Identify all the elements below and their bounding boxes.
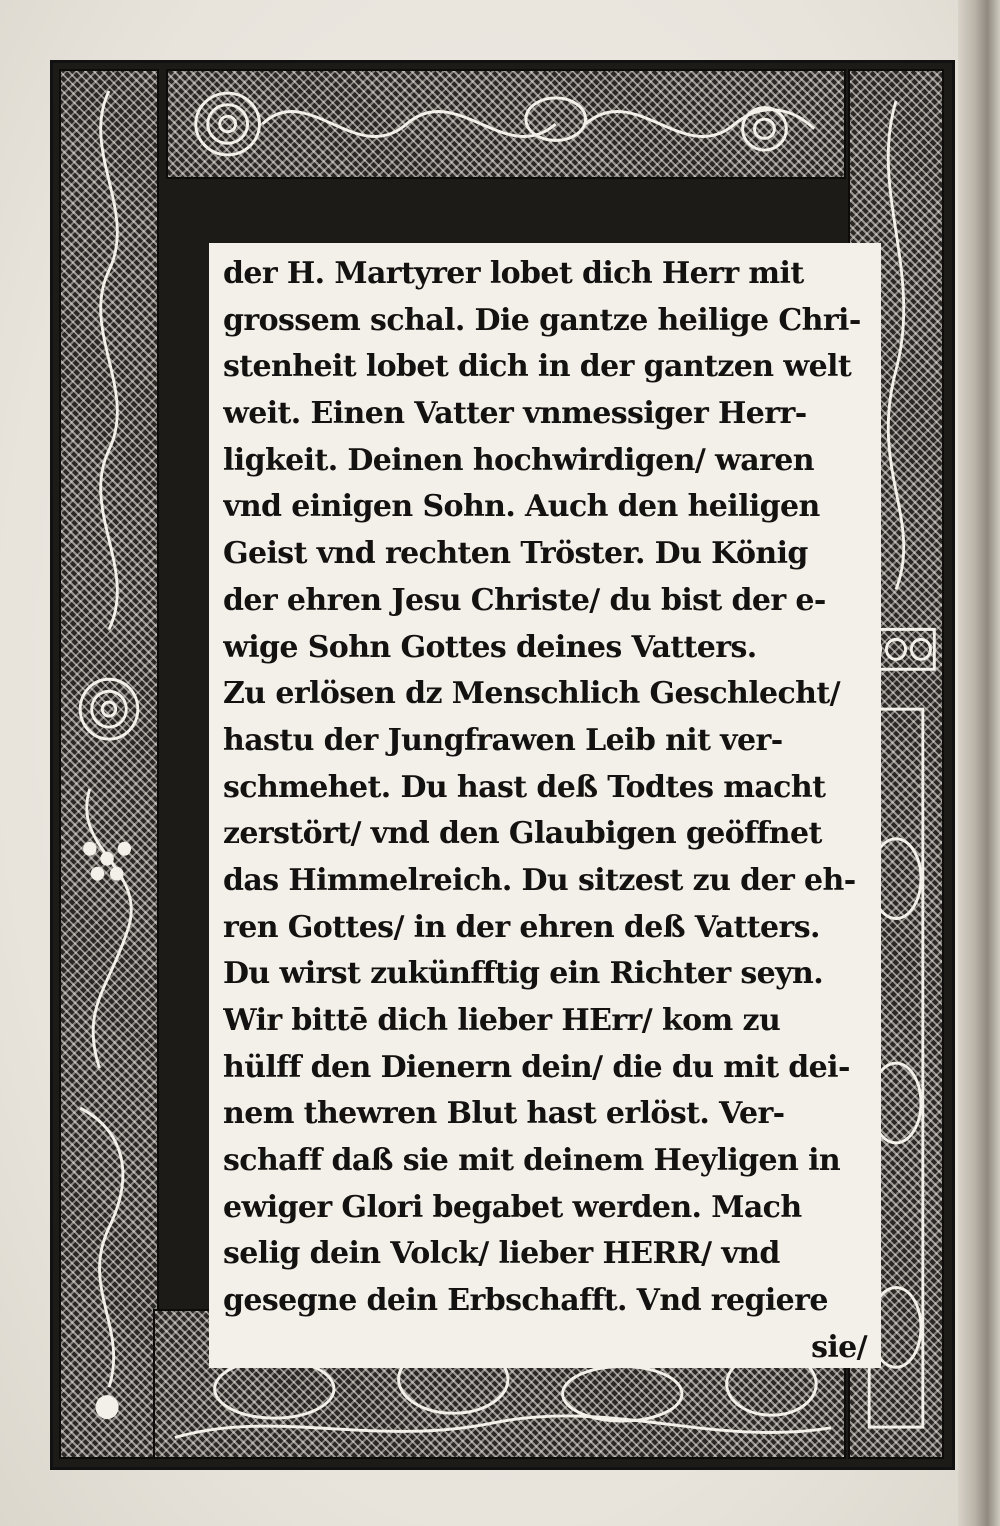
text-line: Du wirst zukünfftig ein Richter seyn. — [223, 956, 824, 992]
text-line: zerstört/ vnd den Glaubigen geöffnet — [223, 816, 822, 852]
catchword: sie/ — [811, 1329, 867, 1365]
text-line: der H. Martyrer lobet dich Herr mit — [223, 256, 804, 291]
text-line: der ehren Jesu Christe/ du bist der e- — [223, 582, 826, 618]
left-border-figure-panel — [59, 69, 159, 1459]
text-line: weit. Einen Vatter vnmessiger Herr- — [223, 396, 807, 432]
top-border-acanthus-panel — [166, 69, 846, 179]
text-line: gesegne dein Erbschafft. Vnd regiere — [223, 1283, 828, 1319]
text-line: vnd einigen Sohn. Auch den heiligen — [223, 489, 820, 525]
text-line: grossem schal. Die gantze heilige Chri- — [223, 302, 861, 338]
book-gutter — [958, 0, 1000, 1526]
text-line: hülff den Dienern dein/ die du mit dei- — [223, 1049, 850, 1085]
text-block — [209, 243, 881, 1368]
text-line: schmehet. Du hast deß Todtes macht — [223, 769, 826, 805]
text-line: wige Sohn Gottes deines Vatters. — [223, 629, 757, 665]
text-line: hastu der Jungfrawen Leib nit ver- — [223, 722, 783, 758]
text-line: ren Gottes/ in der ehren deß Vatters. — [223, 909, 820, 945]
text-line: nem thewren Blut hast erlöst. Ver- — [223, 1096, 785, 1132]
text-line: stenheit lobet dich in der gantzen welt — [223, 349, 852, 385]
text-line: Zu erlösen dz Menschlich Geschlecht/ — [223, 676, 840, 712]
text-line: ligkeit. Deinen hochwirdigen/ waren — [223, 442, 814, 478]
woodcut-border-frame — [50, 60, 955, 1470]
text-line: ewiger Glori begabet werden. Mach — [223, 1189, 802, 1225]
text-line: Geist vnd rechten Tröster. Du König — [223, 536, 808, 572]
text-line: selig dein Volck/ lieber HERR/ vnd — [223, 1236, 780, 1272]
text-line: Wir bittē dich lieber HErr/ kom zu — [223, 1003, 781, 1038]
text-line: das Himmelreich. Du sitzest zu der eh- — [223, 862, 856, 898]
top-border-ornament — [168, 71, 844, 177]
text-line: schaff daß sie mit deinem Heyligen in — [223, 1143, 841, 1179]
left-border-ornament — [61, 71, 157, 1457]
